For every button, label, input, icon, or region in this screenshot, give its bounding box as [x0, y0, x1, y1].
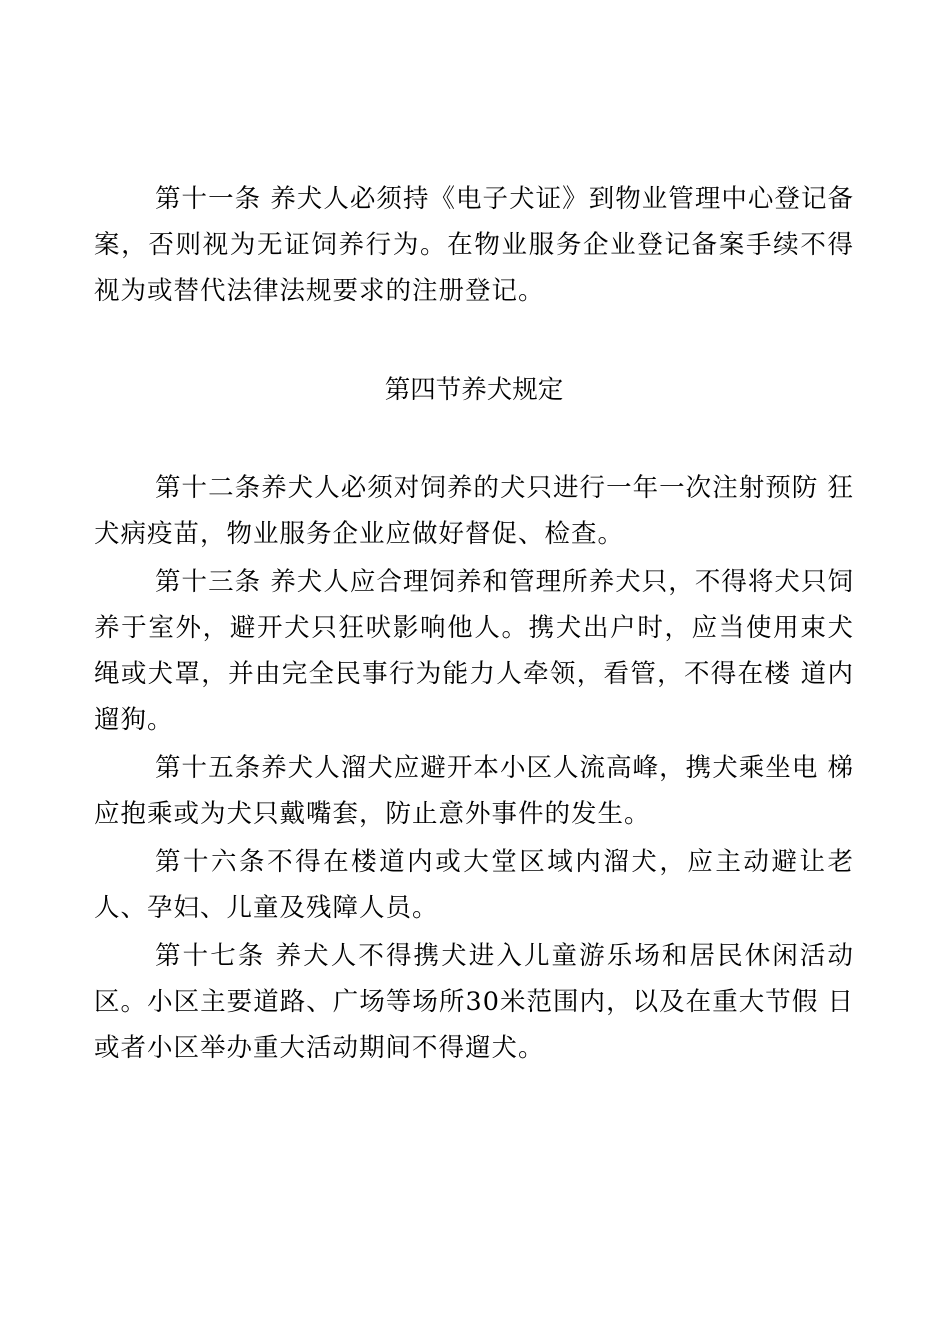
article-15-paragraph: 第十五条养犬人溜犬应避开本小区人流高峰，携犬乘坐电 梯应抱乘或为犬只戴嘴套，防止意外事件的发生。	[94, 753, 854, 829]
article-17-paragraph: 第十七条 养犬人不得携犬进入儿童游乐场和居民休闲活动区。小区主要道路、广场等场所30米范围内，以及在重大节假 日或者小区举办重大活动期间不得遛犬。	[94, 941, 854, 1063]
article-12-paragraph: 第十二条养犬人必须对饲养的犬只进行一年一次注射预防 狂犬病疫苗，物业服务企业应做好督促、检查。	[94, 473, 854, 549]
section-heading: 第四节养犬规定	[384, 375, 564, 405]
article-16-paragraph: 第十六条不得在楼道内或大堂区域内溜犬，应主动避让老人、孕妇、儿童及残障人员。	[94, 847, 854, 923]
article-11-paragraph: 第十一条 养犬人必须持《电子犬证》到物业管理中心登记备案，否则视为无证饲养行为。在物业服务企业登记备案手续不得视为或替代法律法规要求的注册登记。	[94, 184, 854, 306]
article-13-paragraph: 第十三条 养犬人应合理饲养和管理所养犬只，不得将犬只饲养于室外，避开犬只狂吠影响他人。携犬出户时，应当使用束犬绳或犬罩，并由完全民事行为能力人牵领，看管，不得在楼 道内遛狗。	[94, 567, 854, 735]
paragraph-spacer	[94, 314, 854, 367]
document-page	[94, 176, 854, 1071]
paragraph-spacer	[94, 413, 854, 465]
